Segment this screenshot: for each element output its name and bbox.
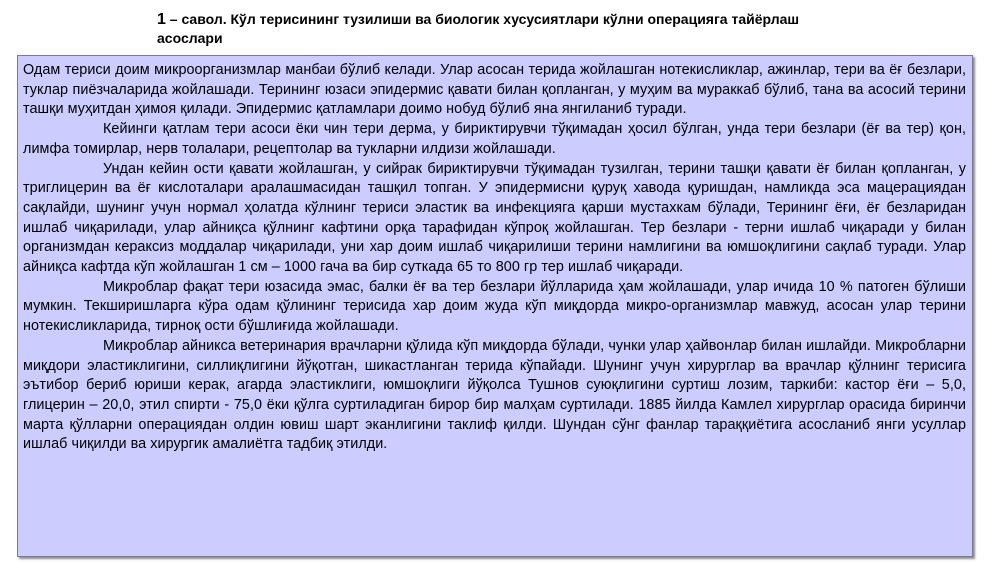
- question-number: 1: [157, 11, 166, 28]
- paragraph-epidermis: Одам териси доим микроорганизмлар манбаи бўлиб келади. Улар асосан терида жойлашган нотекисликлар, ажинлар, тери ва ёғ безлари, туклар пиёзчаларида жойлашади. Терининг юзаси эпидермис қавати билан қопланган, у муҳим ва мураккаб бўлиб, тана ва асосий терини ташқи муҳитдан ҳимоя қилади. Эпидермис қатламлари доимо нобуд бўлиб яна янгиланиб туради.: [23, 62, 966, 118]
- content-box: [17, 55, 973, 557]
- question-title-text: – савол. Кўл терисининг тузилиши ва биологик хусусиятлари кўлни операцияга тайёрлаш асослари: [157, 11, 800, 46]
- slide-title: [157, 10, 857, 48]
- paragraph-veterinary: Микроблар айникса ветеринария врачларни қўлида кўп миқдорда бўлади, чунки улар ҳайвонлар билан ишлайди. Микробларни миқдори эластиклигини, силлиқлигини йўқотган, шикастланган терида кўпайади. Шунинг учун хирурглар ва врачлар қўлнинг терисига эътибор бериб юриши керак, агарда эластиклиги, юмшоқлиги йўқолса Тушнов суюқлигини суртиш лозим, таркиби: кастор ёғи – 5,0, глицерин – 20,0, этил спирти - 75,0 ёки қўлга суртиладиган бирор бир малҳам суртилади. 1885 йилда Камлел хирурглар орасида биринчи марта қўлларни операциядан олдин ювиш шарт эканлигини таклиф қилди. Шундан сўнг фанлар тараққиётига асосланиб янги усуллар ишлаб чиқилди ва хирургик амалиётга тадбиқ этилди.: [23, 337, 966, 453]
- paragraph-microbes: Микроблар фақат тери юзасида эмас, балки ёғ ва тер безлари йўлларида ҳам жойлашади, улар ичида 10 % патоген бўлиши мумкин. Текширишларга кўра одам қўлининг терисида хар доим жуда кўп миқдорда микро-организмлар мавжуд, асосан улар терини нотекисликларида, тирноқ ости бўшлиғида жойлашади.: [23, 278, 966, 335]
- paragraph-dermis: Кейинги қатлам тери асоси ёки чин тери дерма, у бириктирувчи тўқимадан ҳосил бўлган, унда тери безлари (ёғ ва тер) қон, лимфа томирлар, нерв толалари, рецептолар ва тукларни илдизи жойлашади.: [23, 121, 966, 157]
- paragraph-subcutaneous: Ундан кейин ости қавати жойлашган, у сийрак бириктирувчи тўқимадан тузилган, терини ташқи қавати ёғ билан қопланган, у триглицерин ва ёғ кислоталари аралашмасидан ташқил топган. У эпидермисни қуруқ хавода қуришдан, намликда эса мацерациядан сақлайди, шунинг учун нормал ҳолатда кўлнинг териси эластик ва инфекцияга қарши мустахкам бўлади, Терининг ёғи, ёғ безларидан ишлаб чиқарилади, улар айниқса қўлнинг кафтини орқа тарафидан кўпроқ жойлашган. Тер безлари - терни ишлаб чиқаради у билан организмдан кераксиз моддалар чиқарилади, уни хар доим ишлаб чиқарилиши терини намлигини ва юмшоқлигини сақлаб туради. Улар айниқса кафтда кўп жойлашган 1 см – 1000 гача ва бир суткада 65 то 800 гр тер ишлаб чиқаради.: [23, 160, 966, 276]
